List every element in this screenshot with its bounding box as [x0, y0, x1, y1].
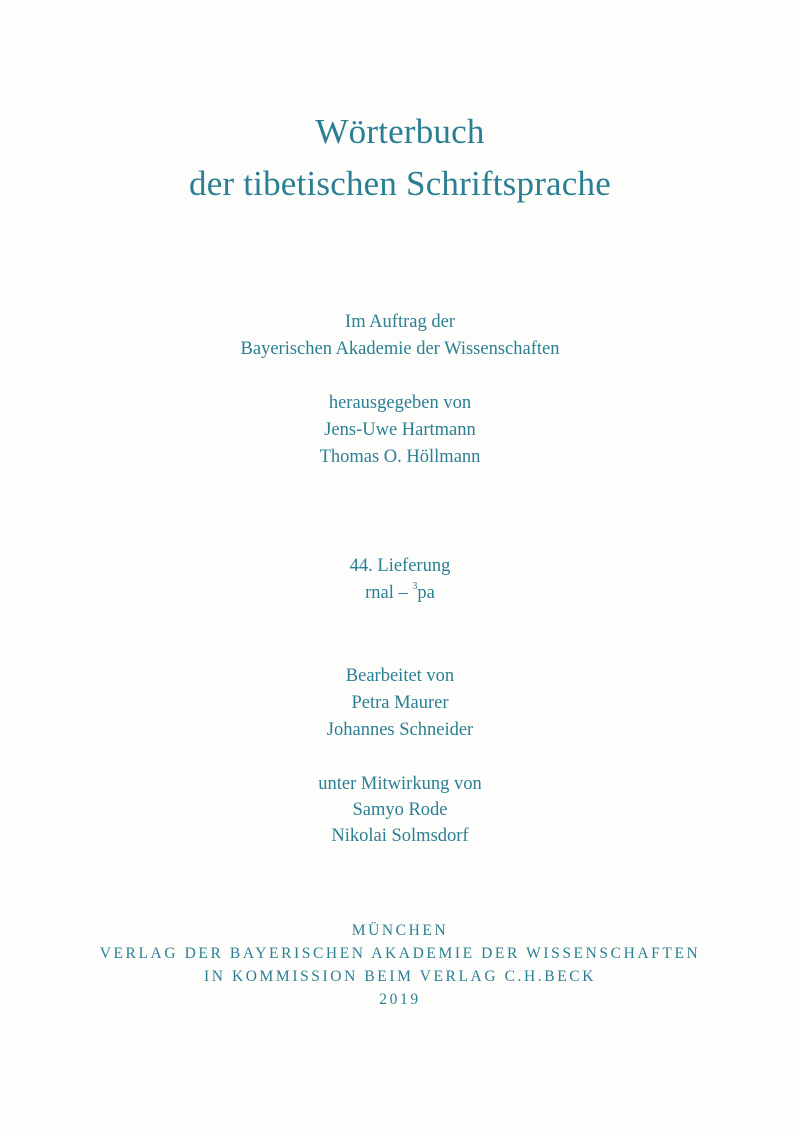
commission-line-2: Bayerischen Akademie der Wissenschaften: [240, 339, 560, 359]
issue-range: [0, 583, 800, 604]
contributor-name: Samyo Rode: [352, 800, 448, 820]
editor-name: Thomas O. Höllmann: [319, 447, 481, 467]
editor-name: Jens-Uwe Hartmann: [324, 420, 476, 440]
author-name: Petra Maurer: [351, 693, 449, 713]
contributors-intro: unter Mitwirkung von: [318, 774, 482, 794]
imprint-year: 2019: [379, 991, 421, 1008]
issue-number: 44. Lieferung: [349, 556, 451, 576]
imprint-city: MÜNCHEN: [351, 922, 449, 939]
book-title-line-1: Wörterbuch: [315, 112, 485, 151]
issue-range-start: rnal –: [365, 583, 413, 604]
commission-line-1: Im Auftrag der: [345, 312, 455, 332]
imprint-commission: IN KOMMISSION BEIM VERLAG C.H.BECK: [203, 968, 597, 985]
book-title-line-2: der tibetischen Schriftsprache: [189, 164, 611, 203]
issue-range-superscript: 3: [412, 581, 418, 592]
author-name: Johannes Schneider: [326, 720, 474, 740]
authors-intro: Bearbeitet von: [345, 666, 455, 686]
imprint-publisher: VERLAG DER BAYERISCHEN AKADEMIE DER WISSENSCHAFTEN: [99, 945, 701, 962]
contributor-name: Nikolai Solmsdorf: [331, 826, 469, 846]
issue-range-end: pa: [417, 583, 435, 604]
editors-intro: herausgegeben von: [328, 393, 472, 413]
